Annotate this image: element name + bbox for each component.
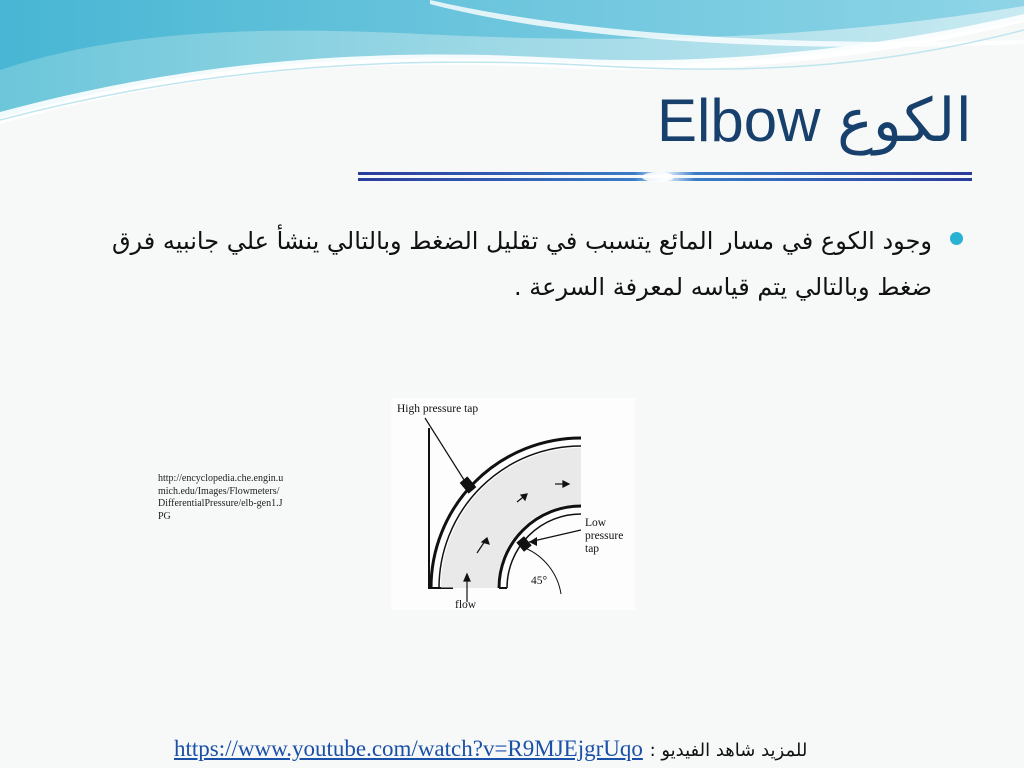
image-source-url: http://encyclopedia.che.engin.umich.edu/Images/Flowmeters/DifferentialPressure/elb-gen1.JPG xyxy=(158,473,284,522)
slide-title-english: Elbow xyxy=(657,87,821,154)
slide-title-arabic: الكوع xyxy=(837,87,972,154)
bullet-text: وجود الكوع في مسار المائع يتسبب في تقليل الضغط وبالتالي ينشأ علي جانبيه فرق ضغط وبالتالي يتم قياسه لمعرفة السرعة . xyxy=(111,227,932,301)
video-prefix-text: للمزيد شاهد الفيديو : xyxy=(649,740,808,761)
slide-title xyxy=(657,86,972,156)
angle-label: 45° xyxy=(531,575,548,587)
low-pressure-label-line3: tap xyxy=(585,543,600,555)
low-pressure-label-line2: pressure xyxy=(585,530,624,542)
title-underline-divider xyxy=(358,170,972,184)
video-reference xyxy=(174,736,807,762)
bullet-dot xyxy=(950,232,963,245)
elbow-diagram xyxy=(391,398,635,610)
low-pressure-label-line1: Low xyxy=(585,517,607,529)
video-link[interactable]: https://www.youtube.com/watch?v=R9MJEjgrUqo xyxy=(174,736,643,761)
flow-label: flow xyxy=(455,599,477,610)
high-pressure-tap-label: High pressure tap xyxy=(397,403,479,415)
